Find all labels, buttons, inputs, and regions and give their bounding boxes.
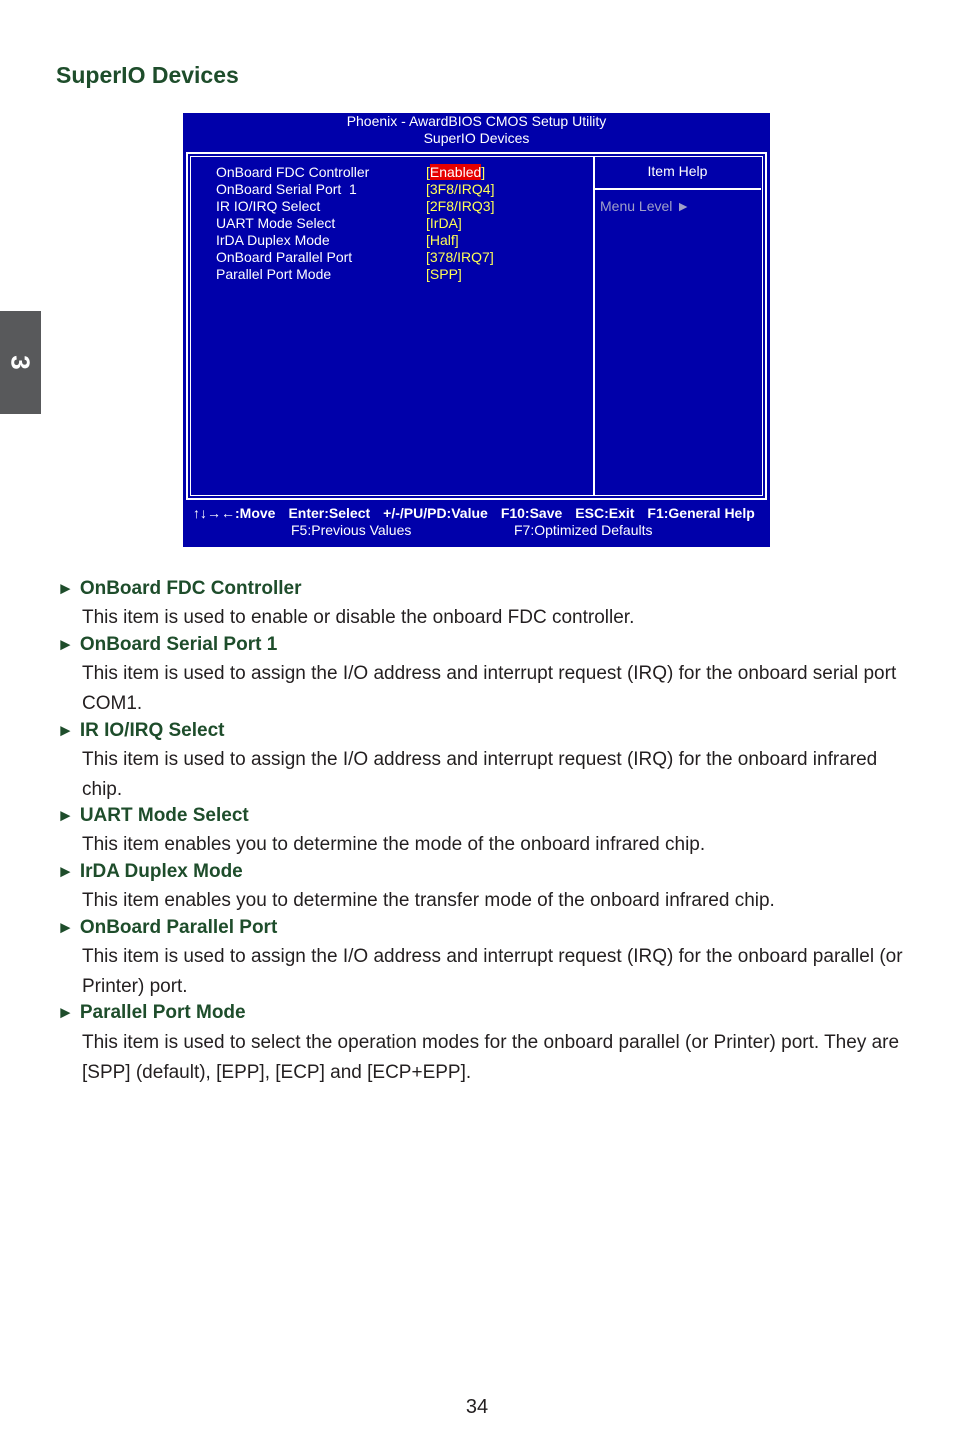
key-exit: ESC:Exit xyxy=(575,505,635,521)
section-body: This item is used to enable or disable the onboard FDC controller. xyxy=(82,607,635,628)
bios-item-fdc-controller[interactable] xyxy=(216,164,576,181)
key-save: F10:Save xyxy=(500,505,563,521)
key-legend xyxy=(193,505,768,522)
section-heading: ► IR IO/IRQ Select xyxy=(57,720,225,741)
bios-item-value[interactable]: [3F8/IRQ4] xyxy=(426,181,495,197)
bios-item-label: IrDA Duplex Mode xyxy=(216,232,330,248)
bios-title-line2: SuperIO Devices xyxy=(423,130,530,146)
item-help-header: Item Help xyxy=(594,155,761,190)
bios-item-label: Parallel Port Mode xyxy=(216,266,332,282)
arrow-icon: ► xyxy=(57,862,74,881)
bios-item-serial-port-1[interactable] xyxy=(216,181,576,198)
bios-item-value[interactable]: [SPP] xyxy=(426,266,462,282)
page-number: 34 xyxy=(465,1396,489,1418)
bios-item-value[interactable]: [Enabled] xyxy=(426,164,486,180)
section-heading: ► OnBoard FDC Controller xyxy=(57,578,302,599)
bios-item-value[interactable]: [IrDA] xyxy=(426,215,462,231)
bios-item-parallel-port-mode[interactable] xyxy=(216,266,576,283)
section-heading: ► OnBoard Serial Port 1 xyxy=(57,634,278,655)
bios-item-value[interactable]: [378/IRQ7] xyxy=(426,249,494,265)
key-previous-values: F5:Previous Values xyxy=(291,522,412,538)
bios-item-label: OnBoard Serial Port 1 xyxy=(216,181,357,197)
section-heading: ► OnBoard Parallel Port xyxy=(57,917,278,938)
section-heading: ► Parallel Port Mode xyxy=(57,1002,246,1023)
chapter-number: 3 xyxy=(6,355,36,370)
bios-item-label: IR IO/IRQ Select xyxy=(216,198,321,214)
bios-item-label: OnBoard Parallel Port xyxy=(216,249,353,265)
key-optimized-defaults: F7:Optimized Defaults xyxy=(514,522,653,538)
section-body: This item enables you to determine the mode of the onboard infrared chip. xyxy=(82,834,706,855)
arrow-icon: ► xyxy=(57,806,74,825)
page-title: SuperIO Devices xyxy=(56,62,239,88)
arrow-icon: ► xyxy=(57,579,74,598)
section-body: This item is used to select the operation modes for the onboard parallel (or Printer) port. They are [SPP] (default), [EPP], [ECP] and [ECP+EPP]. xyxy=(82,1032,900,1083)
section-body: This item is used to assign the I/O address and interrupt request (IRQ) for the onboard serial port COM1. xyxy=(82,663,897,714)
section-body: This item enables you to determine the transfer mode of the onboard infrared chip. xyxy=(82,890,775,911)
key-move: ↑↓→←:Move xyxy=(193,505,276,521)
bios-item-value[interactable]: [Half] xyxy=(426,232,459,248)
arrow-icon: ► xyxy=(57,721,74,740)
bios-divider xyxy=(593,157,595,495)
chapter-tab xyxy=(0,311,41,414)
bios-item-value[interactable]: [2F8/IRQ3] xyxy=(426,198,495,214)
bios-item-uart-mode-select[interactable] xyxy=(216,215,576,232)
key-select: Enter:Select xyxy=(288,505,371,521)
key-value: +/-/PU/PD:Value xyxy=(383,505,488,521)
bios-item-parallel-port[interactable] xyxy=(216,249,576,266)
section-body: This item is used to assign the I/O address and interrupt request (IRQ) for the onboard infrared chip. xyxy=(82,749,878,800)
bios-screen xyxy=(183,113,770,547)
bios-footer xyxy=(193,505,768,539)
arrow-icon: ► xyxy=(57,918,74,937)
section-heading: ► UART Mode Select xyxy=(57,805,249,826)
menu-level: Menu Level ► xyxy=(600,198,691,214)
bios-item-irda-duplex-mode[interactable] xyxy=(216,232,576,249)
section-body: This item is used to assign the I/O address and interrupt request (IRQ) for the onboard parallel (or Printer) port. xyxy=(82,946,903,997)
bios-item-ir-io-irq-select[interactable] xyxy=(216,198,576,215)
key-general-help: F1:General Help xyxy=(647,505,755,521)
bios-title-line1: Phoenix - AwardBIOS CMOS Setup Utility xyxy=(346,113,607,129)
bios-item-label: UART Mode Select xyxy=(216,215,336,231)
arrow-icon: ► xyxy=(57,1003,74,1022)
bios-item-label: OnBoard FDC Controller xyxy=(216,164,370,180)
section-heading: ► IrDA Duplex Mode xyxy=(57,861,243,882)
bios-title xyxy=(183,113,770,147)
arrow-icon: ► xyxy=(57,635,74,654)
